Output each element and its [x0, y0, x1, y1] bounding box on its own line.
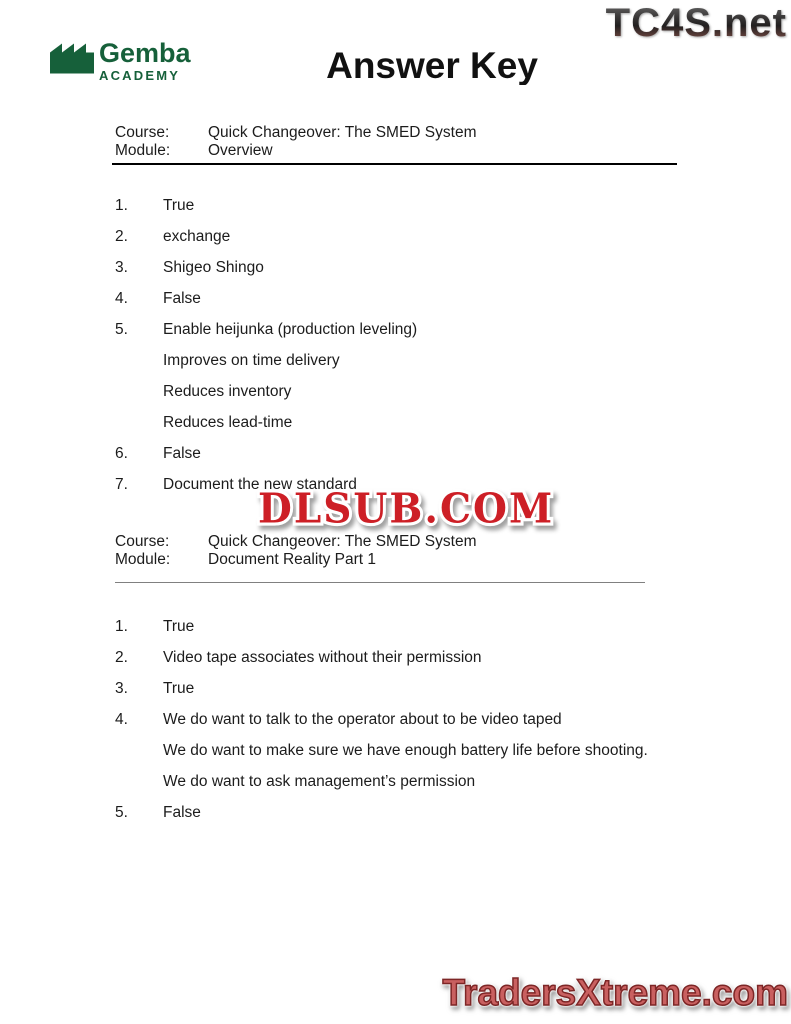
answer-text: False: [163, 804, 201, 821]
answer-number: 5.: [115, 804, 128, 821]
answer-text: False: [163, 290, 201, 307]
answer-number: 4.: [115, 290, 128, 307]
logo-brand: Gemba: [99, 38, 191, 68]
course-row: [115, 533, 680, 551]
answer-line: [115, 741, 680, 760]
answer-line: [115, 289, 680, 308]
answer-text: We do want to talk to the operator about to be video taped: [163, 711, 562, 728]
answer-line: [115, 227, 680, 246]
section-divider: [112, 163, 677, 165]
answer-line: [115, 772, 680, 791]
answer-line: [115, 648, 680, 667]
answer-number: 2.: [115, 649, 128, 666]
answer-number: 2.: [115, 228, 128, 245]
answer-text: exchange: [163, 228, 231, 245]
answer-text: True: [163, 618, 195, 635]
title-container: [0, 45, 791, 85]
answer-number: [115, 382, 163, 401]
answer-line: [115, 710, 680, 729]
answer-line: [115, 382, 680, 401]
answer-line: [115, 413, 680, 432]
answer-line: [115, 803, 680, 822]
answer-text: Reduces inventory: [163, 383, 292, 400]
module-label: Module:: [115, 551, 171, 568]
section-divider: [115, 582, 645, 583]
answer-number: [115, 413, 163, 432]
answer-number: 5.: [115, 321, 128, 338]
course-label: Course:: [115, 124, 170, 141]
answer-text: We do want to ask management’s permission: [163, 773, 476, 790]
answer-number: 7.: [115, 476, 128, 493]
module-value: Document Reality Part 1: [208, 551, 376, 568]
answer-number: 3.: [115, 680, 128, 697]
course-label: Course:: [115, 533, 170, 550]
answer-number: [115, 351, 163, 370]
answer-number: 3.: [115, 259, 128, 276]
answer-number: 1.: [115, 618, 128, 635]
answer-text: Improves on time delivery: [163, 352, 340, 369]
answer-text: Document the new standard: [163, 476, 357, 493]
answer-line: [115, 351, 680, 370]
answer-number: 6.: [115, 445, 128, 462]
watermark-tc4s: TC4S.net: [605, 1, 787, 45]
course-value: Quick Changeover: The SMED System: [208, 533, 477, 550]
section-document-reality: [115, 533, 680, 834]
answer-list: [115, 196, 680, 494]
answer-text: Shigeo Shingo: [163, 259, 264, 276]
answer-line: [115, 617, 680, 636]
answer-line: [115, 444, 680, 463]
module-row: [115, 551, 680, 569]
module-value: Overview: [208, 142, 273, 159]
module-row: [115, 142, 680, 160]
answer-text: True: [163, 197, 195, 214]
answer-line: [115, 320, 680, 339]
answer-text: Enable heijunka (production leveling): [163, 321, 418, 338]
course-value: Quick Changeover: The SMED System: [208, 124, 477, 141]
answer-text: Video tape associates without their permission: [163, 649, 482, 666]
section-overview: [115, 124, 680, 506]
answer-text: True: [163, 680, 195, 697]
answer-number: [115, 772, 163, 791]
course-row: [115, 124, 680, 142]
answer-line: [115, 196, 680, 215]
page-title: Answer Key: [326, 45, 538, 85]
answer-number: 4.: [115, 711, 128, 728]
logo-subtitle: ACADEMY: [99, 68, 181, 83]
answer-number: [115, 741, 163, 760]
answer-line: [115, 679, 680, 698]
watermark-tradersxtreme: TradersXtreme.com: [442, 972, 788, 1013]
answer-list: [115, 617, 680, 822]
answer-text: We do want to make sure we have enough battery life before shooting.: [163, 742, 648, 759]
answer-number: 1.: [115, 197, 128, 214]
module-label: Module:: [115, 142, 171, 159]
answer-text: False: [163, 445, 201, 462]
answer-text: Reduces lead-time: [163, 414, 293, 431]
answer-line: [115, 258, 680, 277]
watermark-dlsub: DLSUB.COM: [258, 484, 555, 534]
